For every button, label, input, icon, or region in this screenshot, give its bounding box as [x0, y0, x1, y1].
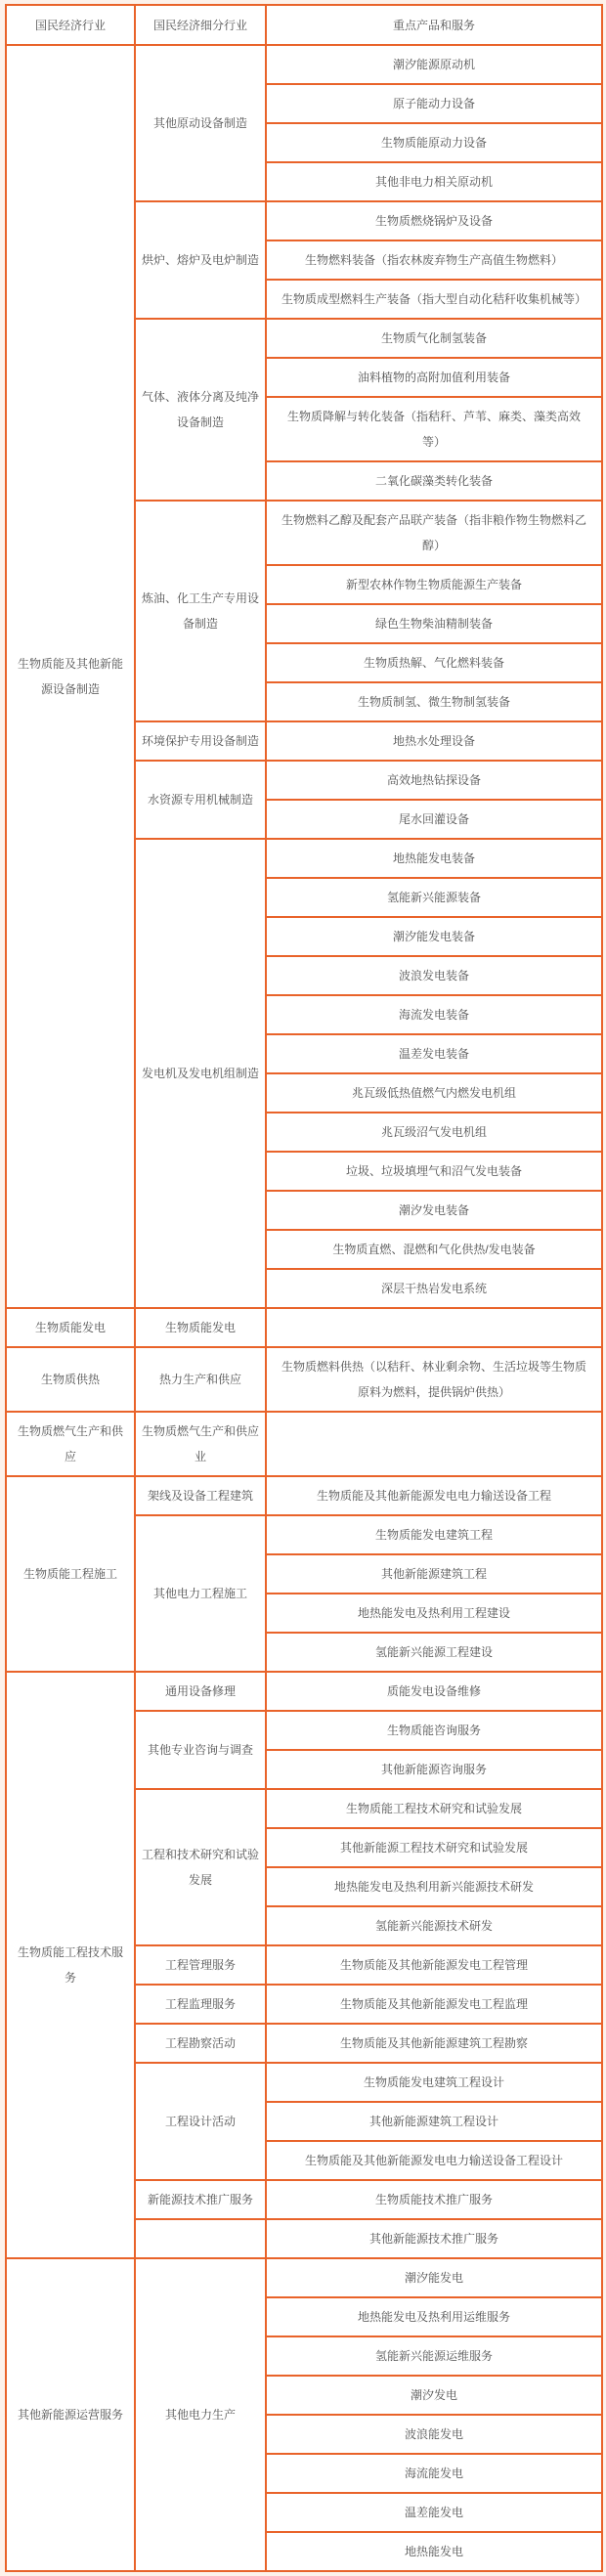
sub-industry-cell: 工程勘察活动 — [135, 2024, 266, 2063]
product-cell: 生物质降解与转化装备（指秸秆、芦苇、麻类、藻类高效等） — [266, 397, 602, 461]
product-cell: 生物质燃烧锅炉及设备 — [266, 201, 602, 240]
product-cell: 生物质成型燃料生产装备（指大型自动化秸秆收集机械等） — [266, 280, 602, 319]
sub-industry-cell: 新能源技术推广服务 — [135, 2180, 266, 2219]
sub-industry-cell: 气体、液体分离及纯净设备制造 — [135, 319, 266, 501]
product-cell: 地热能发电及热利用新兴能源技术研发 — [266, 1867, 602, 1906]
sub-industry-cell: 工程设计活动 — [135, 2063, 266, 2180]
sub-industry-cell: 烘炉、熔炉及电炉制造 — [135, 201, 266, 319]
table-row — [6, 1347, 602, 1412]
product-cell — [266, 1308, 602, 1347]
industry-cell: 生物质能及其他新能源设备制造 — [6, 45, 135, 1308]
product-cell: 氢能新兴能源技术研发 — [266, 1906, 602, 1945]
industry-cell: 生物质供热 — [6, 1347, 135, 1412]
sub-industry-cell — [135, 2219, 266, 2258]
sub-industry-cell: 热力生产和供应 — [135, 1347, 266, 1412]
product-cell: 二氧化碳藻类转化装备 — [266, 461, 602, 501]
product-cell: 地热能发电 — [266, 2532, 602, 2571]
table-row — [6, 1412, 602, 1476]
header-sub-industry: 国民经济细分行业 — [135, 5, 266, 45]
product-cell: 地热水处理设备 — [266, 721, 602, 761]
industry-classification-table — [5, 4, 603, 2572]
industry-cell: 生物质能工程施工 — [6, 1476, 135, 1672]
product-cell: 垃圾、垃圾填埋气和沼气发电装备 — [266, 1152, 602, 1191]
sub-industry-cell: 架线及设备工程建筑 — [135, 1476, 266, 1515]
product-cell: 生物质能及其他新能源发电电力输送设备工程 — [266, 1476, 602, 1515]
product-cell: 生物质能及其他新能源发电电力输送设备工程设计 — [266, 2141, 602, 2180]
sub-industry-cell: 发电机及发电机组制造 — [135, 839, 266, 1308]
product-cell: 兆瓦级低热值燃气内燃发电机组 — [266, 1073, 602, 1113]
product-cell: 质能发电设备维修 — [266, 1672, 602, 1711]
sub-industry-cell: 炼油、化工生产专用设备制造 — [135, 501, 266, 721]
product-cell: 地热能发电装备 — [266, 839, 602, 878]
product-cell: 温差能发电 — [266, 2493, 602, 2532]
product-cell: 波浪发电装备 — [266, 956, 602, 995]
sub-industry-cell: 工程管理服务 — [135, 1945, 266, 1985]
product-cell: 生物质能及其他新能源发电工程监理 — [266, 1985, 602, 2024]
sub-industry-cell: 工程监理服务 — [135, 1985, 266, 2024]
product-cell: 生物质能发电建筑工程 — [266, 1515, 602, 1554]
product-cell: 其他非电力相关原动机 — [266, 162, 602, 201]
product-cell: 地热能发电及热利用运维服务 — [266, 2297, 602, 2336]
product-cell: 尾水回灌设备 — [266, 800, 602, 839]
table-row — [6, 2258, 602, 2297]
table-row — [6, 45, 602, 84]
product-cell: 生物质气化制氢装备 — [266, 319, 602, 358]
product-cell: 其他新能源咨询服务 — [266, 1750, 602, 1789]
product-cell: 潮汐发电装备 — [266, 1191, 602, 1230]
product-cell: 海流能发电 — [266, 2454, 602, 2493]
product-cell: 新型农林作物生物质能源生产装备 — [266, 565, 602, 604]
header-industry: 国民经济行业 — [6, 5, 135, 45]
product-cell: 波浪能发电 — [266, 2415, 602, 2454]
table-row — [6, 1476, 602, 1515]
product-cell — [266, 1412, 602, 1476]
sub-industry-cell: 工程和技术研究和试验发展 — [135, 1789, 266, 1945]
industry-cell: 生物质能工程技术服务 — [6, 1672, 135, 2258]
sub-industry-cell: 其他电力生产 — [135, 2258, 266, 2571]
sub-industry-cell: 通用设备修理 — [135, 1672, 266, 1711]
industry-cell: 其他新能源运营服务 — [6, 2258, 135, 2571]
header-row — [6, 5, 602, 45]
industry-cell: 生物质能发电 — [6, 1308, 135, 1347]
product-cell: 其他新能源技术推广服务 — [266, 2219, 602, 2258]
product-cell: 潮汐能发电装备 — [266, 917, 602, 956]
product-cell: 绿色生物柴油精制装备 — [266, 604, 602, 643]
product-cell: 潮汐能源原动机 — [266, 45, 602, 84]
industry-cell: 生物质燃气生产和供应 — [6, 1412, 135, 1476]
product-cell: 生物质热解、气化燃料装备 — [266, 643, 602, 682]
product-cell: 生物质能技术推广服务 — [266, 2180, 602, 2219]
product-cell: 生物质能咨询服务 — [266, 1711, 602, 1750]
product-cell: 氢能新兴能源工程建设 — [266, 1633, 602, 1672]
product-cell: 油料植物的高附加值利用装备 — [266, 358, 602, 397]
product-cell: 原子能动力设备 — [266, 84, 602, 123]
sub-industry-cell: 水资源专用机械制造 — [135, 761, 266, 839]
table-body — [6, 45, 602, 2571]
product-cell: 潮汐能发电 — [266, 2258, 602, 2297]
table-row — [6, 1672, 602, 1711]
product-cell: 生物质能原动力设备 — [266, 123, 602, 162]
product-cell: 生物燃料装备（指农林废弃物生产高值生物燃料） — [266, 240, 602, 280]
sub-industry-cell: 环境保护专用设备制造 — [135, 721, 266, 761]
product-cell: 生物质能及其他新能源发电工程管理 — [266, 1945, 602, 1985]
table-row — [6, 1308, 602, 1347]
product-cell: 其他新能源工程技术研究和试验发展 — [266, 1828, 602, 1867]
product-cell: 生物质直燃、混燃和气化供热/发电装备 — [266, 1230, 602, 1269]
product-cell: 兆瓦级沼气发电机组 — [266, 1113, 602, 1152]
product-cell: 其他新能源建筑工程设计 — [266, 2102, 602, 2141]
sub-industry-cell: 生物质能发电 — [135, 1308, 266, 1347]
header-products: 重点产品和服务 — [266, 5, 602, 45]
product-cell: 生物质能工程技术研究和试验发展 — [266, 1789, 602, 1828]
sub-industry-cell: 其他原动设备制造 — [135, 45, 266, 201]
sub-industry-cell: 其他电力工程施工 — [135, 1515, 266, 1672]
product-cell: 生物燃料乙醇及配套产品联产装备（指非粮作物生物燃料乙醇） — [266, 501, 602, 565]
product-cell: 氢能新兴能源运维服务 — [266, 2336, 602, 2376]
sub-industry-cell: 其他专业咨询与调查 — [135, 1711, 266, 1789]
product-cell: 地热能发电及热利用工程建设 — [266, 1594, 602, 1633]
product-cell: 生物质燃料供热（以秸秆、林业剩余物、生活垃圾等生物质原料为燃料，提供锅炉供热） — [266, 1347, 602, 1412]
product-cell: 高效地热钻探设备 — [266, 761, 602, 800]
product-cell: 氢能新兴能源装备 — [266, 878, 602, 917]
sub-industry-cell: 生物质燃气生产和供应业 — [135, 1412, 266, 1476]
product-cell: 深层干热岩发电系统 — [266, 1269, 602, 1308]
product-cell: 海流发电装备 — [266, 995, 602, 1034]
product-cell: 温差发电装备 — [266, 1034, 602, 1073]
product-cell: 潮汐发电 — [266, 2376, 602, 2415]
product-cell: 生物质制氢、微生物制氢装备 — [266, 682, 602, 721]
product-cell: 生物质能发电建筑工程设计 — [266, 2063, 602, 2102]
product-cell: 其他新能源建筑工程 — [266, 1554, 602, 1594]
product-cell: 生物质能及其他新能源建筑工程勘察 — [266, 2024, 602, 2063]
